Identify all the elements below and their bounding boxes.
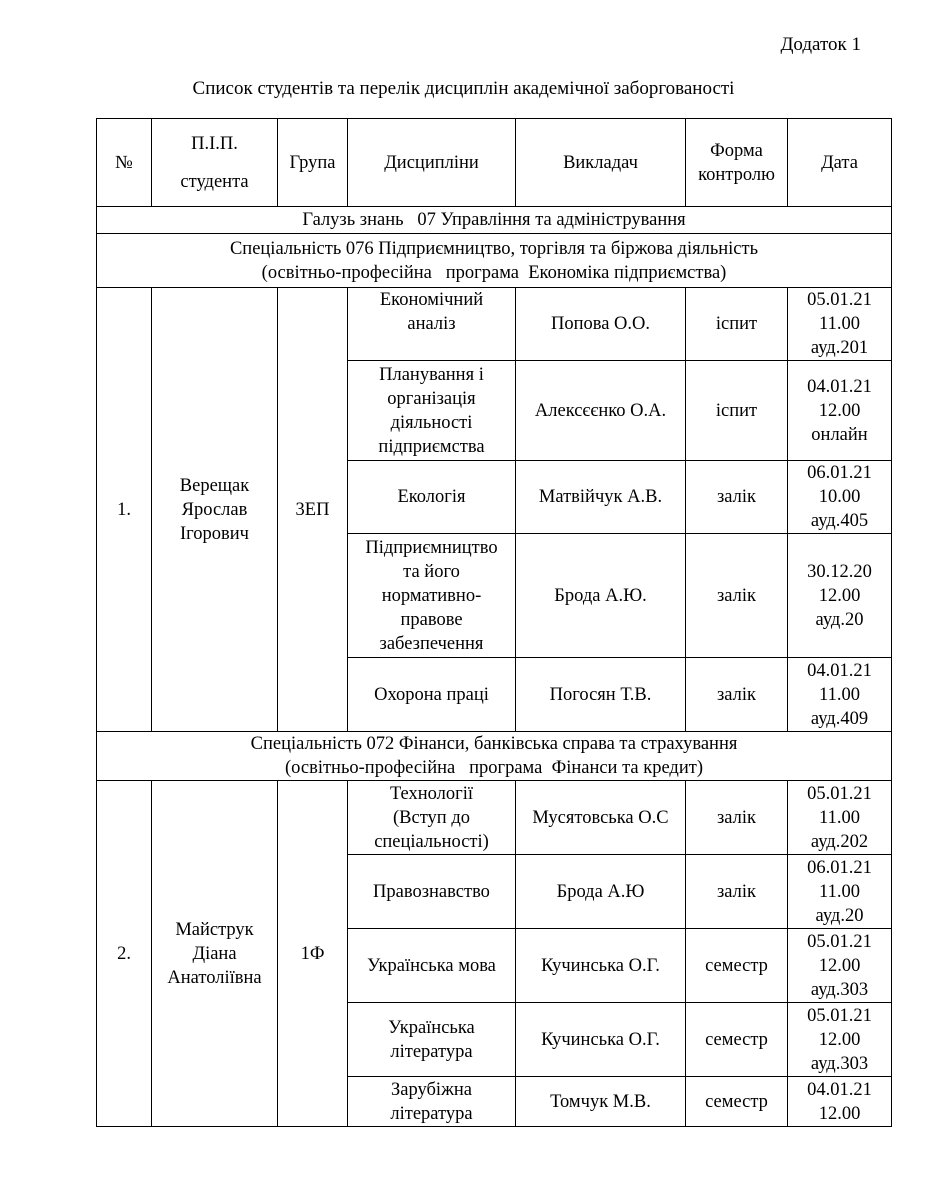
exam-room: ауд.20 xyxy=(815,609,864,630)
header-control-form xyxy=(686,119,788,207)
specialty-row xyxy=(97,234,892,288)
teacher-cell: Брода А.Ю xyxy=(516,855,686,929)
header-name-line1: П.І.П. xyxy=(191,133,238,154)
discipline-line: (Вступ до xyxy=(393,807,470,828)
exam-date: 04.01.21 xyxy=(807,660,872,681)
date-cell xyxy=(788,288,892,361)
discipline-line: Правознавство xyxy=(373,881,490,902)
control-form-cell: залік xyxy=(686,534,788,658)
discipline-line: Українська мова xyxy=(367,955,496,976)
specialty-program: (освітньо-професійна програма Економіка підприємства) xyxy=(261,262,727,283)
date-cell xyxy=(788,658,892,732)
exam-date: 05.01.21 xyxy=(807,290,872,310)
discipline-cell xyxy=(348,781,516,855)
student-name xyxy=(152,781,278,1127)
exam-date: 06.01.21 xyxy=(807,857,872,878)
student-group: 3ЕП xyxy=(278,288,348,732)
exam-time: 11.00 xyxy=(819,881,860,902)
specialty-program: (освітньо-професійна програма Фінанси та кредит) xyxy=(285,758,703,778)
exam-date: 05.01.21 xyxy=(807,1005,872,1026)
control-form-cell: залік xyxy=(686,781,788,855)
header-num: № xyxy=(97,119,152,207)
exam-date: 05.01.21 xyxy=(807,931,872,952)
appendix-label: Додаток 1 xyxy=(780,34,861,55)
discipline-line: забезпечення xyxy=(379,633,484,654)
discipline-line: та його xyxy=(403,561,460,582)
control-form-cell: семестр xyxy=(686,929,788,1003)
control-form-cell: семестр xyxy=(686,1003,788,1077)
exam-time: 12.00 xyxy=(818,1103,861,1124)
specialty-title: Спеціальність 076 Підприємництво, торгівля та біржова діяльність xyxy=(229,238,759,259)
specialty-row xyxy=(97,732,892,781)
exam-date: 05.01.21 xyxy=(807,783,872,804)
student-number: 1. xyxy=(97,288,152,732)
date-cell xyxy=(788,461,892,534)
discipline-cell xyxy=(348,658,516,732)
discipline-line: підприємства xyxy=(378,436,485,457)
discipline-cell xyxy=(348,534,516,658)
discipline-line: нормативно- xyxy=(381,585,482,606)
teacher-cell: Кучинська О.Г. xyxy=(516,929,686,1003)
date-cell xyxy=(788,781,892,855)
exam-time: 11.00 xyxy=(819,314,860,334)
teacher-cell: Томчук М.В. xyxy=(516,1077,686,1127)
exam-time: 10.00 xyxy=(818,487,861,507)
discipline-line: Підприємництво xyxy=(365,537,498,558)
student-first-name: Ярослав xyxy=(181,499,248,520)
discipline-line: організація xyxy=(387,388,476,409)
discipline-line: Планування і xyxy=(379,364,484,385)
exam-room: ауд.20 xyxy=(815,905,864,926)
subject-row xyxy=(97,781,892,855)
specialty-cell xyxy=(97,732,892,781)
control-form-cell: іспит xyxy=(686,288,788,361)
discipline-line: правове xyxy=(400,609,463,630)
header-discipline: Дисципліни xyxy=(348,119,516,207)
teacher-cell: Брода А.Ю. xyxy=(516,534,686,658)
exam-time: 12.00 xyxy=(818,400,861,421)
student-surname: Майструк xyxy=(175,919,254,940)
header-date: Дата xyxy=(788,119,892,207)
document-title: Список студентів та перелік дисциплін академічної заборгованості xyxy=(192,78,735,99)
field-of-knowledge-row xyxy=(97,207,892,234)
discipline-cell xyxy=(348,361,516,461)
student-number: 2. xyxy=(97,781,152,1127)
specialty-cell xyxy=(97,234,892,288)
discipline-line: Українська xyxy=(388,1017,475,1038)
date-cell xyxy=(788,361,892,461)
exam-date: 30.12.20 xyxy=(807,561,872,582)
exam-time: 12.00 xyxy=(818,955,861,976)
header-row xyxy=(97,119,892,207)
control-form-cell: залік xyxy=(686,855,788,929)
field-of-knowledge: Галузь знань 07 Управління та адміністрування xyxy=(97,207,892,234)
subject-row xyxy=(97,288,892,361)
teacher-cell: Попова О.О. xyxy=(516,288,686,361)
date-cell xyxy=(788,929,892,1003)
exam-date: 04.01.21 xyxy=(807,1079,872,1100)
exam-time: 11.00 xyxy=(819,807,860,828)
teacher-cell: Кучинська О.Г. xyxy=(516,1003,686,1077)
discipline-line: Охорона праці xyxy=(374,684,489,705)
control-form-cell: залік xyxy=(686,658,788,732)
student-surname: Верещак xyxy=(179,475,250,496)
exam-room: ауд.201 xyxy=(810,338,869,358)
teacher-cell: Мусятовська О.С xyxy=(516,781,686,855)
exam-room: онлайн xyxy=(811,424,868,445)
student-group: 1Ф xyxy=(278,781,348,1127)
header-student-name xyxy=(152,119,278,207)
discipline-line: аналіз xyxy=(407,314,456,334)
discipline-line: Технології xyxy=(389,783,474,804)
date-cell xyxy=(788,1003,892,1077)
discipline-cell xyxy=(348,929,516,1003)
discipline-line: література xyxy=(390,1041,473,1062)
exam-room: ауд.405 xyxy=(810,511,869,531)
discipline-cell xyxy=(348,855,516,929)
control-form-cell: залік xyxy=(686,461,788,534)
date-cell xyxy=(788,534,892,658)
discipline-cell xyxy=(348,288,516,361)
date-cell xyxy=(788,855,892,929)
teacher-cell: Погосян Т.В. xyxy=(516,658,686,732)
exam-time: 12.00 xyxy=(818,585,861,606)
exam-room: ауд.202 xyxy=(810,831,869,852)
teacher-cell: Матвійчук А.В. xyxy=(516,461,686,534)
header-teacher: Викладач xyxy=(516,119,686,207)
exam-room: ауд.303 xyxy=(810,1053,869,1074)
header-form-line1: Форма xyxy=(710,140,763,161)
discipline-line: спеціальності) xyxy=(374,831,489,852)
discipline-line: Економічний xyxy=(379,290,484,310)
exam-time: 12.00 xyxy=(818,1029,861,1050)
student-name xyxy=(152,288,278,732)
exam-room: ауд.303 xyxy=(810,979,869,1000)
control-form-cell: іспит xyxy=(686,361,788,461)
control-form-cell: семестр xyxy=(686,1077,788,1127)
discipline-cell xyxy=(348,1077,516,1127)
teacher-cell: Алексєєнко О.А. xyxy=(516,361,686,461)
discipline-cell xyxy=(348,1003,516,1077)
arrears-table xyxy=(96,118,892,1127)
exam-date: 04.01.21 xyxy=(807,376,872,397)
specialty-title: Спеціальність 072 Фінанси, банківська справа та страхування xyxy=(250,734,738,754)
exam-date: 06.01.21 xyxy=(807,463,872,483)
exam-time: 11.00 xyxy=(819,684,860,705)
date-cell xyxy=(788,1077,892,1127)
discipline-line: діяльності xyxy=(390,412,473,433)
discipline-line: Зарубіжна xyxy=(391,1079,472,1100)
header-form-line2: контролю xyxy=(698,164,775,185)
student-patronymic: Ігорович xyxy=(180,523,249,544)
discipline-line: Екологія xyxy=(397,487,466,507)
student-patronymic: Анатоліївна xyxy=(167,967,262,988)
discipline-line: література xyxy=(390,1103,473,1124)
discipline-cell xyxy=(348,461,516,534)
header-group: Група xyxy=(278,119,348,207)
exam-room: ауд.409 xyxy=(810,708,869,729)
header-name-line2: студента xyxy=(180,171,249,192)
student-first-name: Діана xyxy=(192,943,237,964)
